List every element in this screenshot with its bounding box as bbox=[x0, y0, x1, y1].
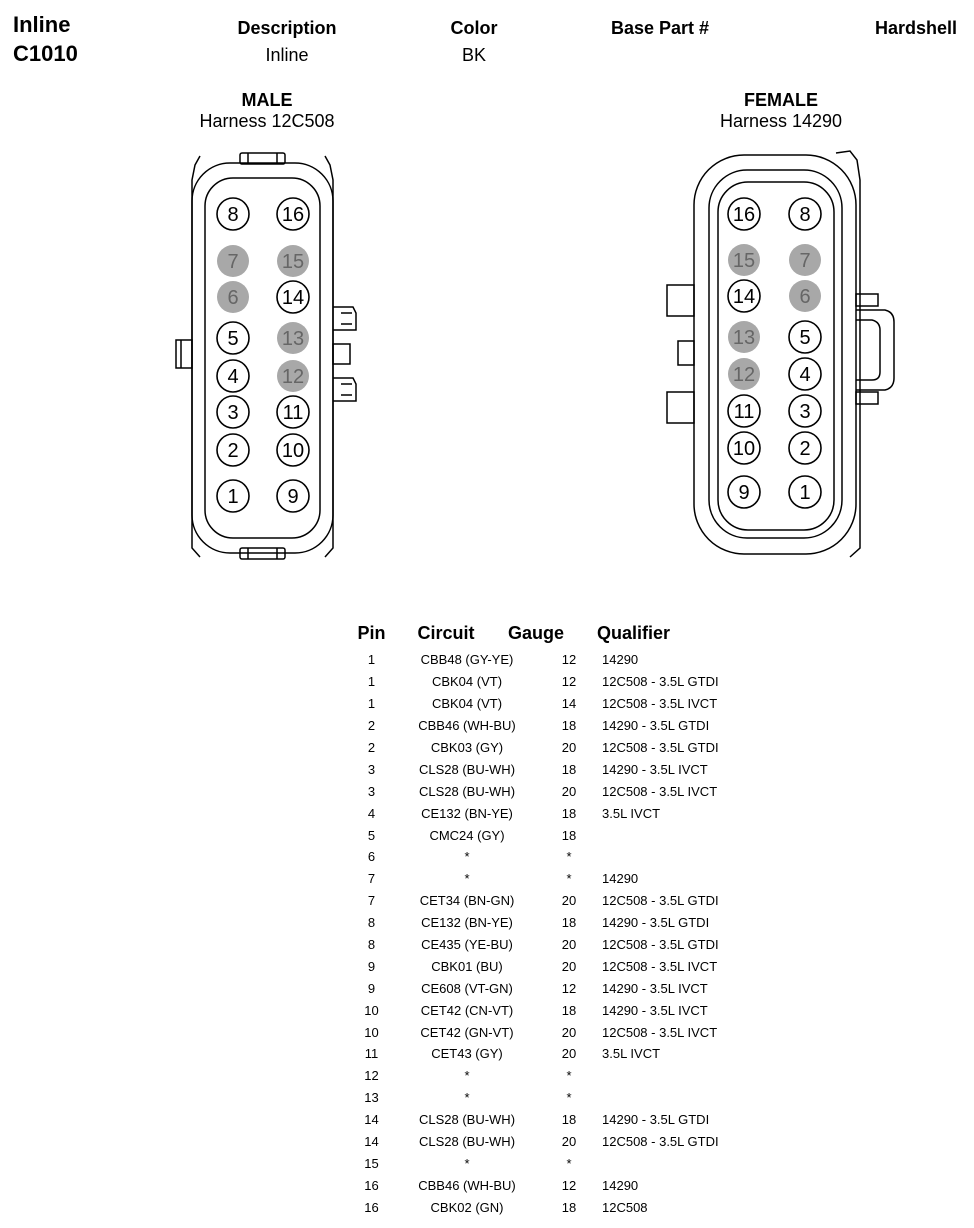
table-row bbox=[355, 934, 719, 956]
male-pin-9 bbox=[277, 480, 309, 512]
pin-cell: 10 bbox=[364, 1024, 379, 1040]
gauge-cell: 18 bbox=[561, 761, 577, 777]
pin-label: 8 bbox=[799, 204, 811, 226]
gauge-cell: 20 bbox=[561, 1024, 577, 1040]
description-label: Description bbox=[237, 18, 337, 38]
female-pin-7 bbox=[789, 244, 821, 276]
circuit-cell: CE435 (YE-BU) bbox=[421, 937, 513, 953]
table-row bbox=[355, 802, 719, 824]
pin-cell: 4 bbox=[367, 805, 376, 821]
table-row bbox=[355, 955, 719, 977]
pin-label: 4 bbox=[799, 364, 811, 386]
connector-id: C1010 bbox=[13, 41, 78, 66]
table-row bbox=[355, 912, 719, 934]
table-row bbox=[355, 1174, 719, 1196]
pin-cell: 12 bbox=[364, 1068, 379, 1084]
female-pin-6 bbox=[789, 280, 821, 312]
table-row bbox=[355, 1043, 719, 1065]
qualifier-cell: 12C508 bbox=[602, 1199, 648, 1215]
pin-cell: 15 bbox=[364, 1155, 379, 1171]
pin-cell: 5 bbox=[367, 827, 376, 843]
pin-label: 1 bbox=[227, 486, 239, 508]
table-row bbox=[355, 1196, 719, 1218]
gauge-cell: 18 bbox=[561, 1199, 577, 1215]
pin-label: 14 bbox=[281, 287, 305, 309]
male-pin-10 bbox=[277, 434, 309, 466]
pin-cell: 7 bbox=[367, 871, 376, 887]
pin-label: 13 bbox=[281, 328, 305, 350]
gauge-cell: 20 bbox=[561, 740, 577, 755]
pin-label: 10 bbox=[281, 440, 305, 462]
pin-label: 15 bbox=[732, 250, 756, 272]
male-pin-7 bbox=[217, 245, 249, 277]
table-row bbox=[355, 1021, 719, 1043]
female-housing bbox=[667, 151, 894, 557]
male-pin-8 bbox=[217, 198, 249, 230]
pin-cell: 3 bbox=[367, 783, 376, 799]
circuit-cell: CBK03 (GY) bbox=[430, 740, 504, 755]
male-pin-grid bbox=[217, 198, 309, 512]
table-row bbox=[355, 671, 719, 693]
male-pin-14 bbox=[277, 281, 309, 313]
table-row bbox=[355, 1087, 719, 1109]
pin-label: 3 bbox=[799, 401, 811, 423]
circuit-cell: CLS28 (BU-WH) bbox=[418, 1112, 516, 1128]
qualifier-cell bbox=[592, 846, 719, 868]
male-pin-13 bbox=[277, 322, 309, 354]
table-row bbox=[355, 1131, 719, 1153]
qualifier-cell: 14290 bbox=[602, 652, 639, 668]
table-row bbox=[355, 758, 719, 780]
female-pin-13 bbox=[728, 321, 760, 353]
qualifier-cell: 14290 - 3.5L GTDI bbox=[602, 718, 710, 734]
pin-label: 5 bbox=[227, 328, 239, 350]
qualifier-cell: 3.5L IVCT bbox=[602, 805, 661, 821]
gauge-cell: 12 bbox=[561, 652, 577, 668]
circuit-cell: CE132 (BN-YE) bbox=[421, 915, 513, 931]
pin-label: 16 bbox=[281, 204, 305, 226]
table-row bbox=[355, 780, 719, 802]
circuit-cell: CMC24 (GY) bbox=[429, 827, 505, 843]
qualifier-cell: 12C508 - 3.5L GTDI bbox=[602, 674, 719, 690]
pin-cell: 2 bbox=[367, 718, 376, 734]
male-pin-4 bbox=[217, 360, 249, 392]
male-pin-6 bbox=[217, 281, 249, 313]
gauge-cell: 18 bbox=[561, 1112, 577, 1128]
gauge-cell: * bbox=[566, 871, 572, 887]
table-row bbox=[355, 868, 719, 890]
pin-cell: 9 bbox=[367, 980, 376, 996]
qualifier-cell bbox=[592, 1065, 719, 1087]
pin-label: 13 bbox=[732, 327, 756, 349]
qualifier-cell: 12C508 - 3.5L IVCT bbox=[602, 783, 718, 799]
description-value: Inline bbox=[265, 45, 309, 65]
gauge-cell: * bbox=[566, 1155, 572, 1171]
table-row bbox=[355, 999, 719, 1021]
circuit-cell: CLS28 (BU-WH) bbox=[418, 761, 516, 777]
gauge-cell: 18 bbox=[561, 718, 577, 734]
pin-label: 7 bbox=[799, 250, 811, 272]
pin-label: 9 bbox=[738, 482, 750, 504]
gauge-cell: 20 bbox=[561, 893, 577, 909]
pin-label: 16 bbox=[732, 204, 756, 226]
qualifier-cell: 14290 - 3.5L GTDI bbox=[602, 915, 710, 931]
circuit-cell: * bbox=[464, 1090, 470, 1106]
pin-label: 11 bbox=[282, 402, 304, 424]
gauge-cell: 12 bbox=[561, 1177, 577, 1193]
pin-label: 9 bbox=[287, 486, 299, 508]
male-pin-15 bbox=[277, 245, 309, 277]
circuit-cell: CBB46 (WH-BU) bbox=[418, 1177, 516, 1193]
pin-label: 7 bbox=[227, 251, 239, 273]
circuit-cell: CLS28 (BU-WH) bbox=[418, 1134, 516, 1150]
pin-label: 2 bbox=[799, 438, 811, 460]
female-pin-8 bbox=[789, 198, 821, 230]
circuit-cell: CET43 (GY) bbox=[431, 1046, 503, 1062]
circuit-cell: CE608 (VT-GN) bbox=[421, 980, 513, 996]
circuit-cell: CET34 (BN-GN) bbox=[419, 893, 515, 909]
female-pin-10 bbox=[728, 432, 760, 464]
qualifier-cell: 14290 - 3.5L IVCT bbox=[602, 980, 708, 996]
table-row bbox=[355, 1152, 719, 1174]
pin-cell: 6 bbox=[367, 849, 376, 865]
qualifier-cell: 12C508 - 3.5L GTDI bbox=[602, 740, 719, 755]
female-pin-grid bbox=[728, 198, 821, 508]
pin-cell: 7 bbox=[367, 893, 376, 909]
pin-label: 3 bbox=[227, 402, 239, 424]
gauge-cell: * bbox=[566, 1090, 572, 1106]
table-row bbox=[355, 890, 719, 912]
pin-cell: 14 bbox=[364, 1112, 379, 1128]
table-row bbox=[355, 977, 719, 999]
pin-label: 11 bbox=[733, 401, 755, 423]
gauge-cell: 12 bbox=[561, 674, 577, 690]
circuit-cell: CBK01 (BU) bbox=[431, 958, 503, 974]
gauge-cell: 20 bbox=[561, 1046, 577, 1062]
gauge-cell: 18 bbox=[561, 1002, 577, 1018]
table-header-qualifier: Qualifier bbox=[597, 623, 671, 643]
male-pin-5 bbox=[217, 322, 249, 354]
qualifier-cell: 3.5L IVCT bbox=[602, 1046, 661, 1062]
female-pin-11 bbox=[728, 395, 760, 427]
female-pin-4 bbox=[789, 358, 821, 390]
pin-label: 10 bbox=[732, 438, 756, 460]
table-header-gauge: Gauge bbox=[507, 623, 564, 643]
pin-cell: 1 bbox=[367, 696, 376, 712]
pin-label: 6 bbox=[799, 286, 811, 308]
gauge-cell: 12 bbox=[561, 980, 577, 996]
connector-diagram bbox=[0, 0, 974, 600]
male-pin-1 bbox=[217, 480, 249, 512]
gauge-cell: 20 bbox=[561, 783, 577, 799]
circuit-cell: CBB46 (WH-BU) bbox=[418, 718, 516, 734]
table-row bbox=[355, 693, 719, 715]
female-title: FEMALE bbox=[744, 90, 818, 110]
table-row bbox=[355, 1065, 719, 1087]
gauge-cell: 18 bbox=[561, 827, 577, 843]
connector-type: Inline bbox=[13, 12, 71, 37]
qualifier-cell: 14290 - 3.5L GTDI bbox=[602, 1112, 710, 1128]
gauge-cell: 20 bbox=[561, 1134, 577, 1150]
pin-cell: 3 bbox=[367, 761, 376, 777]
table-row bbox=[355, 737, 719, 759]
table-row bbox=[355, 715, 719, 737]
circuit-cell: * bbox=[464, 1068, 470, 1084]
gauge-cell: 20 bbox=[561, 958, 577, 974]
gauge-cell: * bbox=[566, 1068, 572, 1084]
color-value: BK bbox=[461, 45, 486, 65]
male-title: MALE bbox=[241, 90, 293, 110]
female-pin-2 bbox=[789, 432, 821, 464]
qualifier-cell: 14290 bbox=[602, 871, 639, 887]
circuit-cell: CET42 (CN-VT) bbox=[420, 1002, 514, 1018]
table-row bbox=[355, 649, 719, 671]
circuit-cell: CET42 (GN-VT) bbox=[420, 1024, 514, 1040]
pin-label: 4 bbox=[227, 366, 239, 388]
qualifier-cell: 12C508 - 3.5L GTDI bbox=[602, 1134, 719, 1150]
circuit-cell: * bbox=[464, 871, 470, 887]
table-row bbox=[355, 824, 719, 846]
pin-table bbox=[355, 649, 719, 1218]
qualifier-cell bbox=[592, 1152, 719, 1174]
gauge-cell: * bbox=[566, 849, 572, 865]
male-pin-3 bbox=[217, 396, 249, 428]
pin-cell: 8 bbox=[367, 915, 376, 931]
table-header-pin: Pin bbox=[357, 623, 386, 643]
pin-cell: 14 bbox=[364, 1134, 379, 1150]
female-pin-5 bbox=[789, 321, 821, 353]
table-row bbox=[355, 846, 719, 868]
female-pin-16 bbox=[728, 198, 760, 230]
table-header-circuit: Circuit bbox=[417, 623, 475, 643]
male-pin-2 bbox=[217, 434, 249, 466]
male-pin-12 bbox=[277, 360, 309, 392]
qualifier-cell: 14290 - 3.5L IVCT bbox=[602, 1002, 708, 1018]
qualifier-cell: 12C508 - 3.5L GTDI bbox=[602, 893, 719, 909]
hardshell-label: Hardshell bbox=[875, 18, 958, 38]
circuit-cell: CBB48 (GY-YE) bbox=[420, 652, 514, 668]
female-pin-9 bbox=[728, 476, 760, 508]
pin-cell: 8 bbox=[367, 937, 376, 953]
pin-cell: 16 bbox=[364, 1199, 379, 1215]
pin-cell: 9 bbox=[367, 958, 376, 974]
pin-cell: 11 bbox=[364, 1046, 379, 1062]
female-pin-14 bbox=[728, 280, 760, 312]
male-pin-11 bbox=[277, 396, 309, 428]
pin-label: 6 bbox=[227, 287, 239, 309]
circuit-cell: CBK02 (GN) bbox=[430, 1199, 504, 1215]
qualifier-cell: 14290 - 3.5L IVCT bbox=[602, 761, 708, 777]
qualifier-cell bbox=[592, 1087, 719, 1109]
circuit-cell: CLS28 (BU-WH) bbox=[418, 783, 516, 799]
female-harness: Harness 14290 bbox=[719, 111, 843, 131]
pin-cell: 13 bbox=[364, 1090, 379, 1106]
qualifier-cell: 14290 bbox=[602, 1177, 639, 1193]
circuit-cell: * bbox=[464, 849, 470, 865]
qualifier-cell: 12C508 - 3.5L IVCT bbox=[602, 958, 718, 974]
pin-label: 1 bbox=[799, 482, 811, 504]
pin-label: 8 bbox=[227, 204, 239, 226]
circuit-cell: CBK04 (VT) bbox=[431, 674, 503, 690]
circuit-cell: * bbox=[464, 1155, 470, 1171]
gauge-cell: 14 bbox=[561, 696, 577, 712]
male-harness: Harness 12C508 bbox=[199, 111, 335, 131]
female-pin-3 bbox=[789, 395, 821, 427]
table-row bbox=[355, 1109, 719, 1131]
circuit-cell: CBK04 (VT) bbox=[431, 696, 503, 712]
qualifier-cell: 12C508 - 3.5L IVCT bbox=[602, 696, 718, 712]
pin-label: 15 bbox=[281, 251, 305, 273]
pin-label: 14 bbox=[732, 286, 756, 308]
pin-cell: 1 bbox=[367, 674, 376, 690]
qualifier-cell bbox=[592, 824, 719, 846]
qualifier-cell: 12C508 - 3.5L GTDI bbox=[602, 937, 719, 953]
female-pin-15 bbox=[728, 244, 760, 276]
color-label: Color bbox=[450, 18, 498, 38]
base-part-label: Base Part # bbox=[610, 18, 710, 38]
pin-label: 12 bbox=[281, 366, 305, 388]
circuit-cell: CE132 (BN-YE) bbox=[421, 805, 513, 821]
pin-cell: 1 bbox=[367, 652, 376, 668]
gauge-cell: 18 bbox=[561, 805, 577, 821]
pin-cell: 10 bbox=[364, 1002, 379, 1018]
gauge-cell: 18 bbox=[561, 915, 577, 931]
qualifier-cell: 12C508 - 3.5L IVCT bbox=[602, 1024, 718, 1040]
pin-cell: 2 bbox=[367, 740, 376, 755]
pin-label: 2 bbox=[227, 440, 239, 462]
male-housing bbox=[176, 153, 356, 559]
gauge-cell: 20 bbox=[561, 937, 577, 953]
female-pin-12 bbox=[728, 358, 760, 390]
pin-label: 12 bbox=[732, 364, 756, 386]
pin-label: 5 bbox=[799, 327, 811, 349]
male-pin-16 bbox=[277, 198, 309, 230]
pin-cell: 16 bbox=[364, 1177, 379, 1193]
female-pin-1 bbox=[789, 476, 821, 508]
